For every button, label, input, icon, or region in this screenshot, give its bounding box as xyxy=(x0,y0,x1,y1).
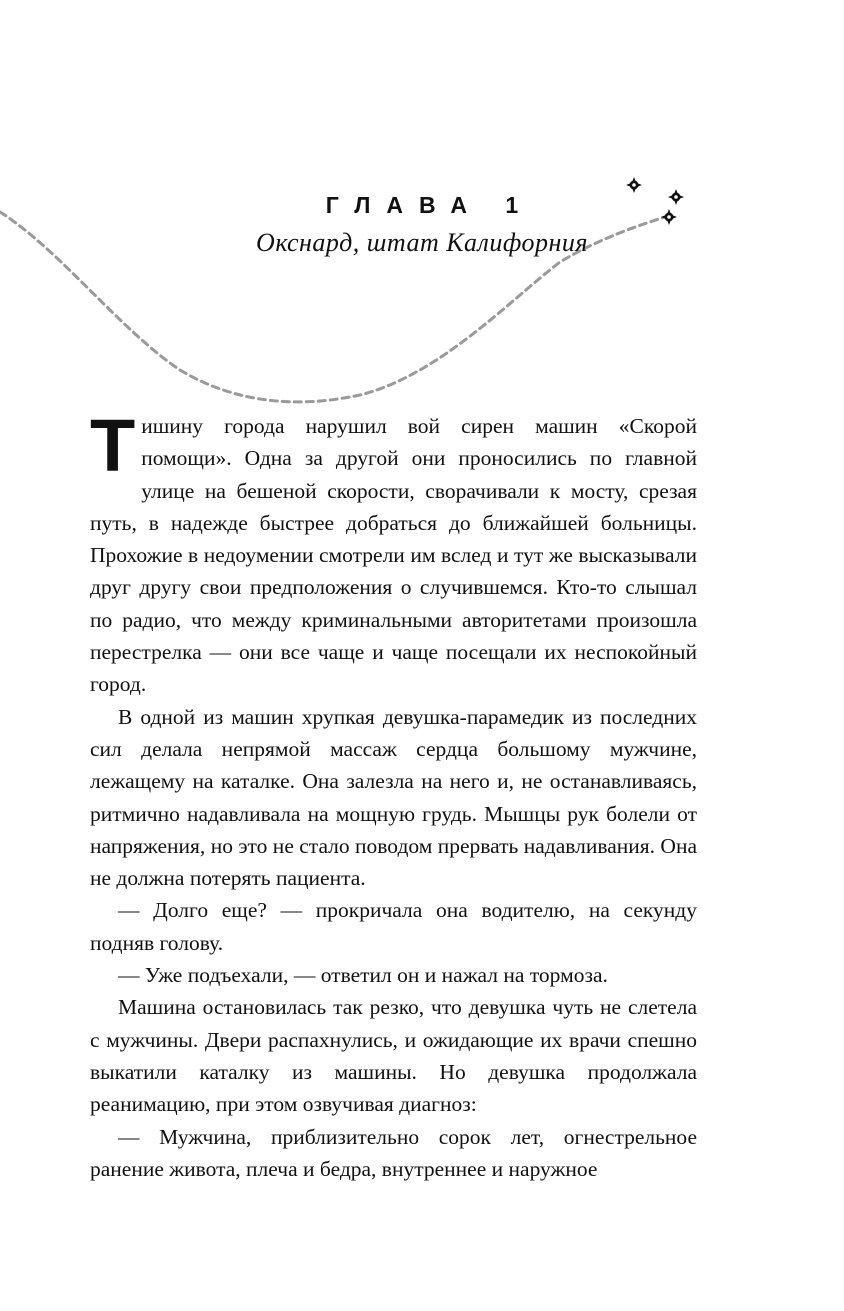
paragraph-text: ишину города нарушил вой сирен машин «Скорой помощи». Одна за другой они проносились по главной улице на бешеной скорости, сворачивали к мосту, срезая путь, в надежде быстрее добраться до ближайшей больницы. Прохожие в недоумении смотрели им вслед и тут же высказывали друг другу свои предположения о случившемся. Кто-то слышал по радио, что между криминальными авторитетами произошла перестрелка — они все чаще и чаще посещали их неспокойный город. xyxy=(90,414,697,697)
paragraph: В одной из машин хрупкая девушка-парамедик из последних сил делала непрямой массаж сердца большому мужчине, лежащему на каталке. Она залезла на него и, не останавливаясь, ритмично надавливала на мощную грудь. Мышцы рук болели от напряжения, но это не стало поводом прервать надавливания. Она не должна потерять пациента. xyxy=(90,704,697,891)
chapter-title: ГЛАВА 1 xyxy=(325,192,535,218)
drop-cap: Т xyxy=(90,404,136,487)
chapter-body xyxy=(90,404,697,1185)
paragraph: Машина остановилась так резко, что девушка чуть не слетела с мужчины. Двери распахнулись, и ожидающие их врачи спешно выкатили каталку из машины. Но девушка продолжала реанимацию, при этом озвучивая диагноз: xyxy=(90,995,697,1117)
paragraph: — Уже подъехали, — ответил он и нажал на тормоза. xyxy=(118,963,608,988)
paragraph: — Долго еще? — прокричала она водителю, на секунду подняв голову. xyxy=(90,898,697,955)
paragraph xyxy=(90,404,697,701)
chapter-subtitle: Окснард, штат Калифорния xyxy=(256,228,588,257)
paragraph: — Мужчина, приблизительно сорок лет, огнестрельное ранение живота, плеча и бедра, внутреннее и наружное xyxy=(90,1124,697,1181)
